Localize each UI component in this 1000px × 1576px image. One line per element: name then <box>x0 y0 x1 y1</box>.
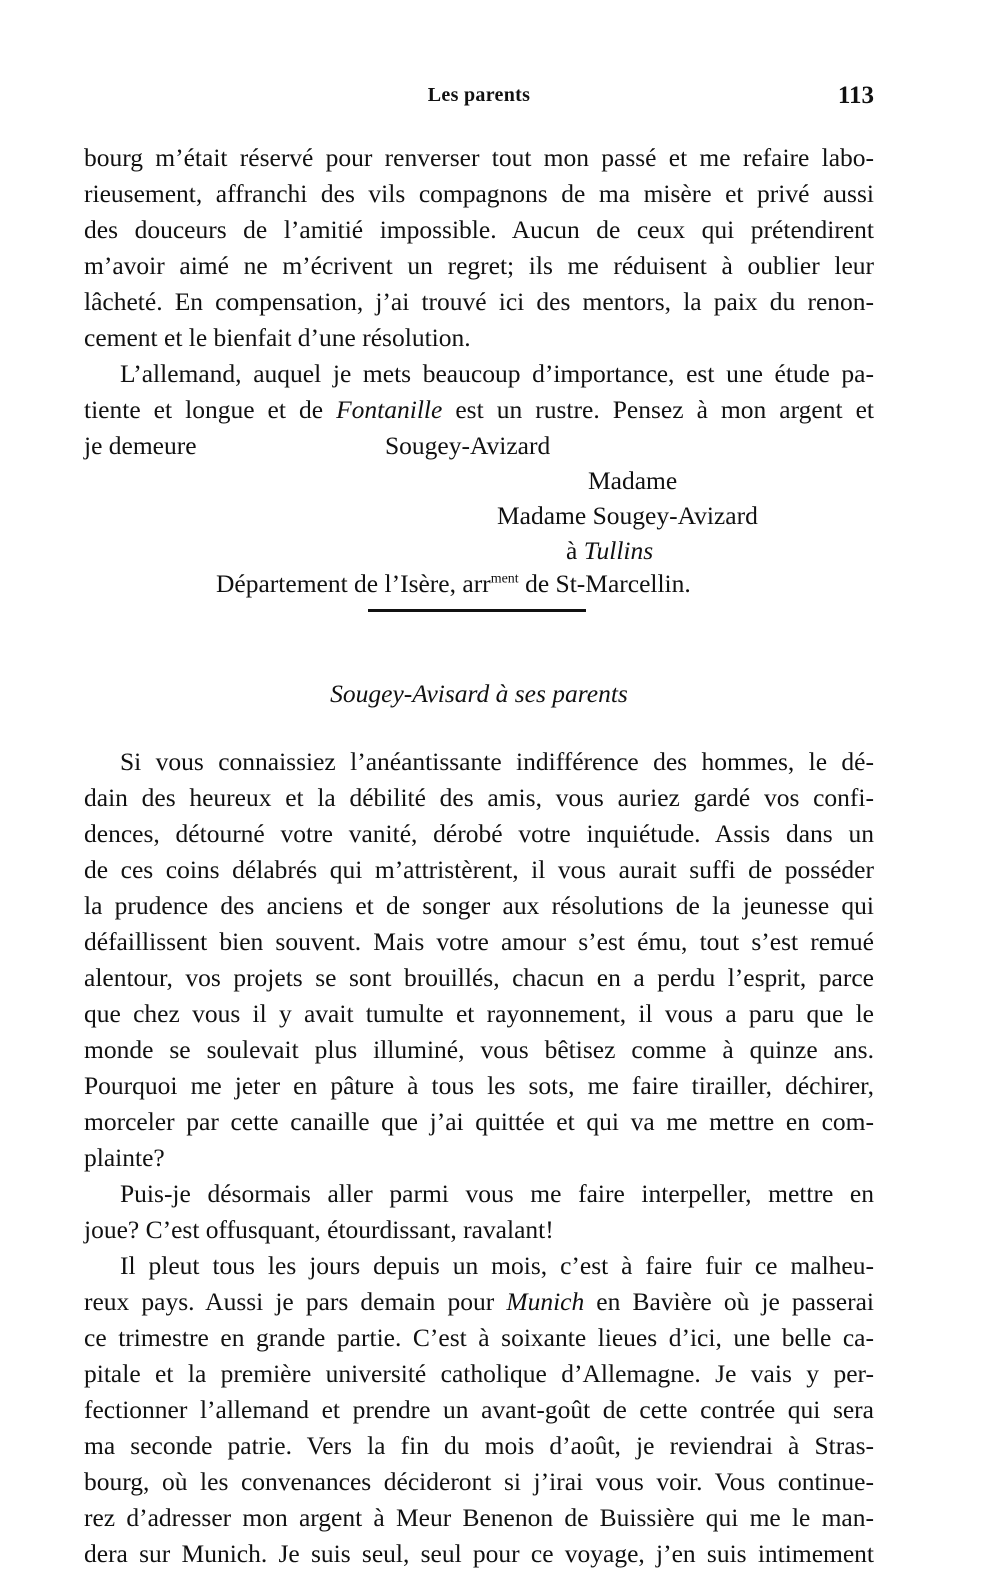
text-line: pitale et la première université catholique d’Allemagne. Je vais y per- <box>84 1359 874 1388</box>
italic-town: Tullins <box>583 536 654 565</box>
text-line: Si vous connaissiez l’anéantissante indifférence des hommes, le dé- <box>120 747 874 776</box>
text-line: cement et le bienfait d’une résolution. <box>84 323 471 352</box>
text-run: Département de l’Isère, arr <box>216 569 491 598</box>
text-line: la prudence des anciens et de songer aux résolutions de la jeunesse qui <box>84 891 874 920</box>
italic-name: Fontanille <box>336 395 443 424</box>
text-line: ma seconde patrie. Vers la fin du mois d’août, je reviendrai à Stras- <box>84 1431 874 1460</box>
text-run: à <box>566 536 584 565</box>
section-title: Sougey-Avisard à ses parents <box>330 679 628 708</box>
text-line: défaillissent bien souvent. Mais votre amour s’est ému, tout s’est remué <box>84 927 874 956</box>
text-line: je demeure <box>84 431 197 460</box>
text-line: ce trimestre en grande partie. C’est à soixante lieues d’ici, une belle ca- <box>84 1323 874 1352</box>
text-line <box>84 392 874 432</box>
text-line: bourg, où les convenances décideront si j’irai vous voir. Vous continue- <box>84 1467 874 1496</box>
page-number: 113 <box>837 82 874 109</box>
text-run: reux pays. Aussi je pars demain pour <box>84 1287 507 1316</box>
text-line: morceler par cette canaille que j’ai quittée et qui va me mettre en com- <box>84 1107 874 1136</box>
recipient-department <box>216 566 691 602</box>
text-line: dences, détourné votre vanité, dérobé votre inquiétude. Assis dans un <box>84 819 874 848</box>
text-run: est un rustre. Pensez à mon argent et <box>442 395 874 424</box>
text-line: Il pleut tous les jours depuis un mois, c’est à faire fuir ce malheu- <box>120 1251 874 1280</box>
section-divider <box>368 609 586 612</box>
page-header <box>84 82 874 112</box>
text-line: dain des heureux et la débilité des amis, vous auriez gardé vos confi- <box>84 783 874 812</box>
recipient-town <box>566 533 653 569</box>
text-line: des douceurs de l’amitié impossible. Aucun de ceux qui prétendirent <box>84 215 874 244</box>
text-line: Puis-je désormais aller parmi vous me faire interpeller, mettre en <box>120 1179 874 1208</box>
text-run: de St-Marcellin. <box>518 569 691 598</box>
text-line: L’allemand, auquel je mets beaucoup d’importance, est une étude pa- <box>120 359 874 388</box>
text-run: tiente et longue et de <box>84 395 337 424</box>
text-line: Pourquoi me jeter en pâture à tous les sots, me faire tirailler, déchirer, <box>84 1071 874 1100</box>
text-line: que chez vous il y avait tumulte et rayonnement, il vous a paru que le <box>84 999 874 1028</box>
italic-city: Munich <box>506 1287 585 1316</box>
text-line: lâcheté. En compensation, j’ai trouvé ici des mentors, la paix du renon- <box>84 287 874 316</box>
text-line: monde se soulevait plus illuminé, vous bêtisez comme à quinze ans. <box>84 1035 874 1064</box>
running-title: Les parents <box>427 84 531 106</box>
text-line: rez d’adresser mon argent à Meur Benenon de Buissière qui me le man- <box>84 1503 874 1532</box>
text-line: dera sur Munich. Je suis seul, seul pour ce voyage, j’en suis intimement <box>84 1539 874 1568</box>
signature: Sougey-Avizard <box>385 431 551 460</box>
superscript: ment <box>490 571 519 587</box>
recipient-name: Madame Sougey-Avizard <box>497 501 758 530</box>
text-line: fectionner l’allemand et prendre un avant-goût de cette contrée qui sera <box>84 1395 874 1424</box>
text-line: alentour, vos projets se sont brouillés, chacun en a perdu l’esprit, parce <box>84 963 874 992</box>
text-line: plainte? <box>84 1143 165 1172</box>
salutation: Madame <box>588 466 678 495</box>
text-line: m’avoir aimé ne m’écrivent un regret; ils me réduisent à oublier leur <box>84 251 874 280</box>
text-run: en Bavière où je passerai <box>584 1287 874 1316</box>
text-line: bourg m’était réservé pour renverser tout mon passé et me refaire labo- <box>84 143 874 172</box>
text-line: de ces coins délabrés qui m’attristèrent, il vous aurait suffi de posséder <box>84 855 874 884</box>
text-line <box>84 1284 874 1324</box>
text-line: joue? C’est offusquant, étourdissant, ravalant! <box>84 1215 554 1244</box>
text-line: rieusement, affranchi des vils compagnons de ma misère et privé aussi <box>84 179 874 208</box>
